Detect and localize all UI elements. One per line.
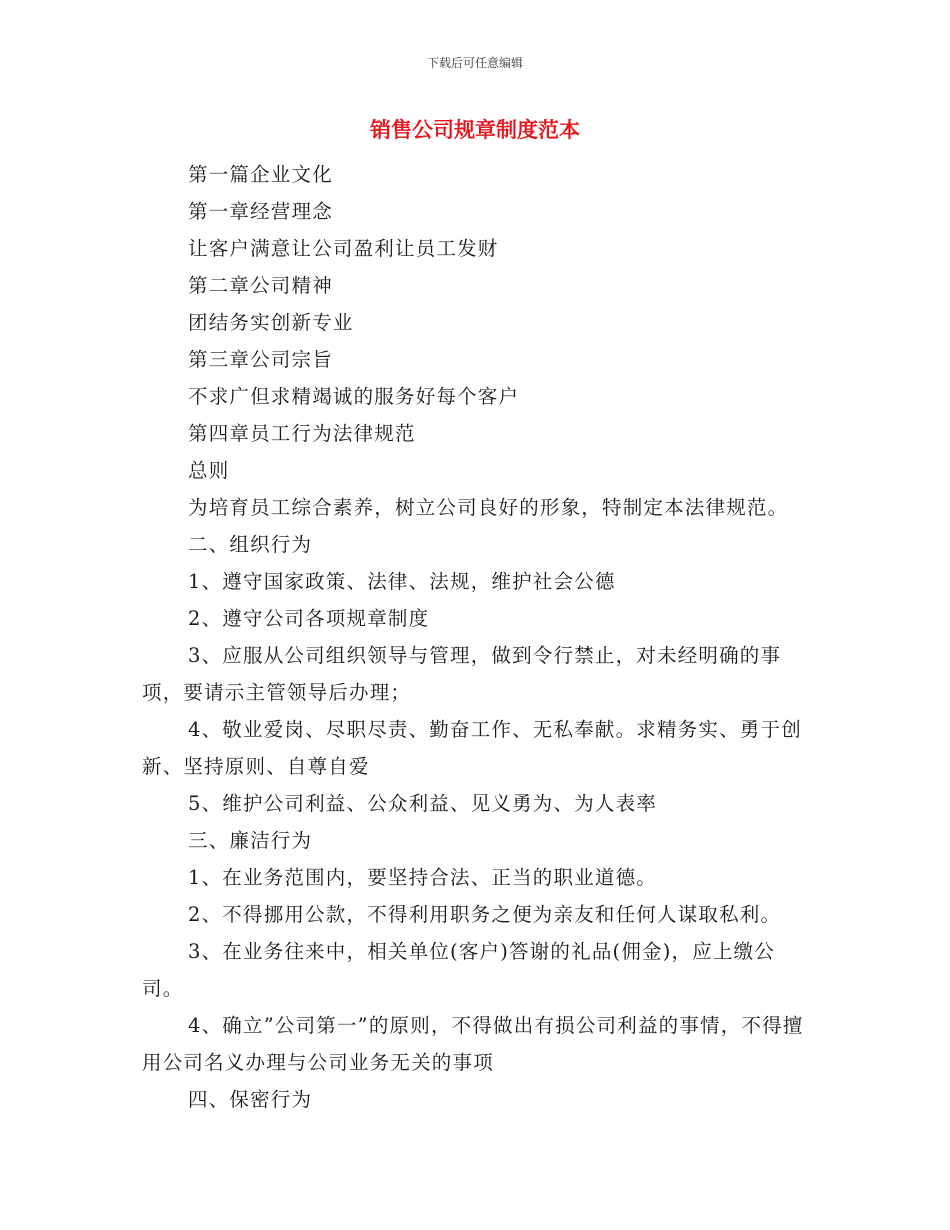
paragraph: 4、敬业爱岗、尽职尽责、勤奋工作、无私奉献。求精务实、勇于创新、坚持原则、自尊自爱 [142, 718, 802, 778]
paragraph: 4、确立”公司第一”的原则，不得做出有损公司利益的事情，不得擅用公司名义办理与公司业务无关的事项 [142, 1014, 804, 1074]
paragraph: 总则 [188, 459, 230, 482]
paragraph: 1、在业务范围内，要坚持合法、正当的职业道德。 [188, 866, 658, 889]
paragraph: 第一章经营理念 [188, 200, 333, 223]
paragraph: 不求广但求精竭诚的服务好每个客户 [188, 385, 520, 408]
document-body [142, 156, 810, 1118]
paragraph: 2、遵守公司各项规章制度 [188, 607, 430, 630]
paragraph: 四、保密行为 [188, 1088, 313, 1111]
paragraph: 三、廉洁行为 [188, 829, 313, 852]
paragraph: 第二章公司精神 [188, 274, 333, 297]
page-header: 下载后可任意编辑 [426, 56, 523, 70]
paragraph: 二、组织行为 [188, 533, 313, 556]
paragraph: 3、应服从公司组织领导与管理，做到令行禁止，对未经明确的事项，要请示主管领导后办理； [142, 644, 782, 704]
paragraph: 5、维护公司利益、公众利益、见义勇为、为人表率 [188, 792, 658, 815]
paragraph: 第一篇企业文化 [188, 163, 333, 186]
paragraph: 3、在业务往来中，相关单位(客户)答谢的礼品(佣金)，应上缴公司。 [142, 940, 776, 1000]
document-title: 销售公司规章制度范本 [370, 118, 580, 142]
paragraph: 第四章员工行为法律规范 [188, 422, 416, 445]
paragraph: 为培育员工综合素养，树立公司良好的形象，特制定本法律规范。 [188, 496, 789, 519]
paragraph: 2、不得挪用公款，不得利用职务之便为亲友和任何人谋取私利。 [188, 903, 782, 926]
paragraph: 团结务实创新专业 [188, 311, 354, 334]
paragraph: 让客户满意让公司盈利让员工发财 [188, 237, 499, 260]
paragraph: 1、遵守国家政策、法律、法规，维护社会公德 [188, 570, 616, 593]
paragraph: 第三章公司宗旨 [188, 348, 333, 371]
